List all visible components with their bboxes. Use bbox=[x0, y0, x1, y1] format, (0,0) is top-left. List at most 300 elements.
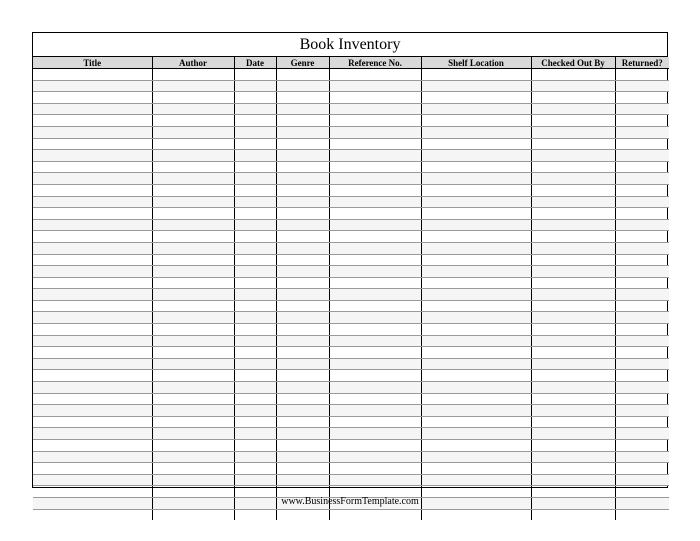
cell-title[interactable] bbox=[33, 312, 152, 324]
cell-checked-out-by[interactable] bbox=[531, 358, 615, 370]
cell-genre[interactable] bbox=[276, 416, 329, 428]
cell-author[interactable] bbox=[152, 92, 234, 104]
cell-reference-no[interactable] bbox=[329, 347, 421, 359]
cell-returned[interactable] bbox=[615, 324, 669, 336]
cell-checked-out-by[interactable] bbox=[531, 266, 615, 278]
cell-returned[interactable] bbox=[615, 416, 669, 428]
cell-returned[interactable] bbox=[615, 115, 669, 127]
cell-shelf-location[interactable] bbox=[421, 126, 531, 138]
cell-date[interactable] bbox=[234, 103, 276, 115]
cell-checked-out-by[interactable] bbox=[531, 219, 615, 231]
cell-genre[interactable] bbox=[276, 92, 329, 104]
cell-genre[interactable] bbox=[276, 138, 329, 150]
cell-shelf-location[interactable] bbox=[421, 335, 531, 347]
cell-genre[interactable] bbox=[276, 324, 329, 336]
cell-title[interactable] bbox=[33, 254, 152, 266]
cell-genre[interactable] bbox=[276, 126, 329, 138]
cell-date[interactable] bbox=[234, 138, 276, 150]
cell-title[interactable] bbox=[33, 231, 152, 243]
cell-title[interactable] bbox=[33, 393, 152, 405]
cell-genre[interactable] bbox=[276, 173, 329, 185]
cell-shelf-location[interactable] bbox=[421, 161, 531, 173]
cell-returned[interactable] bbox=[615, 173, 669, 185]
cell-returned[interactable] bbox=[615, 451, 669, 463]
cell-date[interactable] bbox=[234, 347, 276, 359]
cell-checked-out-by[interactable] bbox=[531, 509, 615, 520]
cell-checked-out-by[interactable] bbox=[531, 277, 615, 289]
cell-shelf-location[interactable] bbox=[421, 324, 531, 336]
cell-title[interactable] bbox=[33, 509, 152, 520]
cell-author[interactable] bbox=[152, 115, 234, 127]
cell-author[interactable] bbox=[152, 451, 234, 463]
cell-title[interactable] bbox=[33, 173, 152, 185]
cell-reference-no[interactable] bbox=[329, 370, 421, 382]
cell-author[interactable] bbox=[152, 208, 234, 220]
cell-reference-no[interactable] bbox=[329, 358, 421, 370]
cell-author[interactable] bbox=[152, 289, 234, 301]
cell-returned[interactable] bbox=[615, 103, 669, 115]
cell-shelf-location[interactable] bbox=[421, 254, 531, 266]
cell-shelf-location[interactable] bbox=[421, 300, 531, 312]
cell-genre[interactable] bbox=[276, 300, 329, 312]
cell-author[interactable] bbox=[152, 161, 234, 173]
cell-reference-no[interactable] bbox=[329, 208, 421, 220]
cell-reference-no[interactable] bbox=[329, 440, 421, 452]
cell-author[interactable] bbox=[152, 324, 234, 336]
cell-title[interactable] bbox=[33, 277, 152, 289]
cell-author[interactable] bbox=[152, 242, 234, 254]
cell-date[interactable] bbox=[234, 335, 276, 347]
cell-author[interactable] bbox=[152, 80, 234, 92]
cell-genre[interactable] bbox=[276, 451, 329, 463]
cell-title[interactable] bbox=[33, 370, 152, 382]
cell-date[interactable] bbox=[234, 324, 276, 336]
cell-reference-no[interactable] bbox=[329, 312, 421, 324]
cell-genre[interactable] bbox=[276, 266, 329, 278]
cell-title[interactable] bbox=[33, 463, 152, 475]
cell-checked-out-by[interactable] bbox=[531, 80, 615, 92]
cell-title[interactable] bbox=[33, 161, 152, 173]
cell-genre[interactable] bbox=[276, 370, 329, 382]
cell-reference-no[interactable] bbox=[329, 138, 421, 150]
cell-reference-no[interactable] bbox=[329, 242, 421, 254]
cell-genre[interactable] bbox=[276, 463, 329, 475]
cell-date[interactable] bbox=[234, 509, 276, 520]
cell-shelf-location[interactable] bbox=[421, 219, 531, 231]
cell-reference-no[interactable] bbox=[329, 289, 421, 301]
cell-author[interactable] bbox=[152, 405, 234, 417]
cell-checked-out-by[interactable] bbox=[531, 300, 615, 312]
cell-title[interactable] bbox=[33, 219, 152, 231]
cell-reference-no[interactable] bbox=[329, 161, 421, 173]
cell-reference-no[interactable] bbox=[329, 80, 421, 92]
cell-genre[interactable] bbox=[276, 254, 329, 266]
cell-checked-out-by[interactable] bbox=[531, 405, 615, 417]
cell-date[interactable] bbox=[234, 300, 276, 312]
cell-author[interactable] bbox=[152, 196, 234, 208]
cell-genre[interactable] bbox=[276, 382, 329, 394]
cell-author[interactable] bbox=[152, 370, 234, 382]
cell-returned[interactable] bbox=[615, 347, 669, 359]
cell-genre[interactable] bbox=[276, 231, 329, 243]
cell-title[interactable] bbox=[33, 266, 152, 278]
cell-shelf-location[interactable] bbox=[421, 289, 531, 301]
cell-genre[interactable] bbox=[276, 312, 329, 324]
cell-genre[interactable] bbox=[276, 277, 329, 289]
cell-author[interactable] bbox=[152, 138, 234, 150]
cell-reference-no[interactable] bbox=[329, 126, 421, 138]
cell-reference-no[interactable] bbox=[329, 254, 421, 266]
cell-date[interactable] bbox=[234, 126, 276, 138]
cell-date[interactable] bbox=[234, 69, 276, 81]
cell-shelf-location[interactable] bbox=[421, 393, 531, 405]
cell-date[interactable] bbox=[234, 428, 276, 440]
cell-title[interactable] bbox=[33, 208, 152, 220]
cell-date[interactable] bbox=[234, 196, 276, 208]
cell-genre[interactable] bbox=[276, 289, 329, 301]
cell-checked-out-by[interactable] bbox=[531, 440, 615, 452]
cell-checked-out-by[interactable] bbox=[531, 69, 615, 81]
cell-reference-no[interactable] bbox=[329, 69, 421, 81]
cell-title[interactable] bbox=[33, 428, 152, 440]
cell-returned[interactable] bbox=[615, 440, 669, 452]
cell-reference-no[interactable] bbox=[329, 219, 421, 231]
cell-returned[interactable] bbox=[615, 335, 669, 347]
cell-reference-no[interactable] bbox=[329, 266, 421, 278]
cell-returned[interactable] bbox=[615, 126, 669, 138]
cell-date[interactable] bbox=[234, 405, 276, 417]
cell-shelf-location[interactable] bbox=[421, 69, 531, 81]
cell-date[interactable] bbox=[234, 242, 276, 254]
cell-genre[interactable] bbox=[276, 335, 329, 347]
cell-checked-out-by[interactable] bbox=[531, 289, 615, 301]
cell-title[interactable] bbox=[33, 440, 152, 452]
cell-reference-no[interactable] bbox=[329, 416, 421, 428]
cell-genre[interactable] bbox=[276, 509, 329, 520]
cell-shelf-location[interactable] bbox=[421, 312, 531, 324]
cell-returned[interactable] bbox=[615, 161, 669, 173]
cell-reference-no[interactable] bbox=[329, 428, 421, 440]
cell-title[interactable] bbox=[33, 416, 152, 428]
cell-date[interactable] bbox=[234, 184, 276, 196]
cell-reference-no[interactable] bbox=[329, 92, 421, 104]
cell-shelf-location[interactable] bbox=[421, 370, 531, 382]
cell-returned[interactable] bbox=[615, 231, 669, 243]
cell-shelf-location[interactable] bbox=[421, 103, 531, 115]
cell-genre[interactable] bbox=[276, 208, 329, 220]
cell-shelf-location[interactable] bbox=[421, 80, 531, 92]
cell-genre[interactable] bbox=[276, 69, 329, 81]
cell-checked-out-by[interactable] bbox=[531, 416, 615, 428]
cell-reference-no[interactable] bbox=[329, 393, 421, 405]
cell-checked-out-by[interactable] bbox=[531, 324, 615, 336]
cell-returned[interactable] bbox=[615, 80, 669, 92]
cell-returned[interactable] bbox=[615, 300, 669, 312]
cell-checked-out-by[interactable] bbox=[531, 335, 615, 347]
cell-date[interactable] bbox=[234, 150, 276, 162]
cell-shelf-location[interactable] bbox=[421, 115, 531, 127]
cell-genre[interactable] bbox=[276, 184, 329, 196]
cell-checked-out-by[interactable] bbox=[531, 208, 615, 220]
cell-shelf-location[interactable] bbox=[421, 231, 531, 243]
cell-checked-out-by[interactable] bbox=[531, 254, 615, 266]
cell-checked-out-by[interactable] bbox=[531, 393, 615, 405]
cell-reference-no[interactable] bbox=[329, 231, 421, 243]
cell-title[interactable] bbox=[33, 196, 152, 208]
cell-author[interactable] bbox=[152, 382, 234, 394]
cell-title[interactable] bbox=[33, 347, 152, 359]
cell-checked-out-by[interactable] bbox=[531, 126, 615, 138]
cell-returned[interactable] bbox=[615, 254, 669, 266]
cell-returned[interactable] bbox=[615, 92, 669, 104]
cell-shelf-location[interactable] bbox=[421, 138, 531, 150]
cell-date[interactable] bbox=[234, 173, 276, 185]
cell-title[interactable] bbox=[33, 324, 152, 336]
cell-title[interactable] bbox=[33, 300, 152, 312]
cell-author[interactable] bbox=[152, 254, 234, 266]
cell-shelf-location[interactable] bbox=[421, 196, 531, 208]
cell-shelf-location[interactable] bbox=[421, 463, 531, 475]
cell-checked-out-by[interactable] bbox=[531, 347, 615, 359]
cell-title[interactable] bbox=[33, 115, 152, 127]
cell-shelf-location[interactable] bbox=[421, 184, 531, 196]
cell-date[interactable] bbox=[234, 219, 276, 231]
cell-genre[interactable] bbox=[276, 393, 329, 405]
cell-author[interactable] bbox=[152, 126, 234, 138]
cell-checked-out-by[interactable] bbox=[531, 138, 615, 150]
table-row bbox=[33, 335, 669, 347]
cell-reference-no[interactable] bbox=[329, 196, 421, 208]
cell-title[interactable] bbox=[33, 138, 152, 150]
cell-date[interactable] bbox=[234, 451, 276, 463]
cell-reference-no[interactable] bbox=[329, 451, 421, 463]
cell-returned[interactable] bbox=[615, 474, 669, 486]
cell-checked-out-by[interactable] bbox=[531, 115, 615, 127]
cell-shelf-location[interactable] bbox=[421, 405, 531, 417]
cell-title[interactable] bbox=[33, 358, 152, 370]
cell-checked-out-by[interactable] bbox=[531, 370, 615, 382]
cell-genre[interactable] bbox=[276, 161, 329, 173]
cell-returned[interactable] bbox=[615, 289, 669, 301]
cell-shelf-location[interactable] bbox=[421, 150, 531, 162]
cell-returned[interactable] bbox=[615, 393, 669, 405]
cell-checked-out-by[interactable] bbox=[531, 92, 615, 104]
cell-reference-no[interactable] bbox=[329, 115, 421, 127]
cell-genre[interactable] bbox=[276, 347, 329, 359]
cell-returned[interactable] bbox=[615, 69, 669, 81]
cell-author[interactable] bbox=[152, 266, 234, 278]
cell-title[interactable] bbox=[33, 184, 152, 196]
cell-shelf-location[interactable] bbox=[421, 92, 531, 104]
cell-shelf-location[interactable] bbox=[421, 440, 531, 452]
cell-date[interactable] bbox=[234, 474, 276, 486]
cell-date[interactable] bbox=[234, 382, 276, 394]
cell-date[interactable] bbox=[234, 289, 276, 301]
cell-title[interactable] bbox=[33, 335, 152, 347]
cell-author[interactable] bbox=[152, 219, 234, 231]
cell-genre[interactable] bbox=[276, 219, 329, 231]
cell-author[interactable] bbox=[152, 393, 234, 405]
cell-title[interactable] bbox=[33, 451, 152, 463]
cell-author[interactable] bbox=[152, 428, 234, 440]
cell-checked-out-by[interactable] bbox=[531, 312, 615, 324]
cell-returned[interactable] bbox=[615, 266, 669, 278]
cell-genre[interactable] bbox=[276, 242, 329, 254]
cell-date[interactable] bbox=[234, 370, 276, 382]
cell-reference-no[interactable] bbox=[329, 184, 421, 196]
cell-returned[interactable] bbox=[615, 184, 669, 196]
cell-reference-no[interactable] bbox=[329, 173, 421, 185]
cell-title[interactable] bbox=[33, 69, 152, 81]
cell-returned[interactable] bbox=[615, 428, 669, 440]
cell-author[interactable] bbox=[152, 440, 234, 452]
cell-genre[interactable] bbox=[276, 474, 329, 486]
cell-genre[interactable] bbox=[276, 440, 329, 452]
cell-reference-no[interactable] bbox=[329, 150, 421, 162]
cell-returned[interactable] bbox=[615, 358, 669, 370]
cell-shelf-location[interactable] bbox=[421, 474, 531, 486]
cell-returned[interactable] bbox=[615, 509, 669, 520]
cell-author[interactable] bbox=[152, 509, 234, 520]
cell-checked-out-by[interactable] bbox=[531, 428, 615, 440]
cell-checked-out-by[interactable] bbox=[531, 150, 615, 162]
cell-author[interactable] bbox=[152, 103, 234, 115]
cell-date[interactable] bbox=[234, 358, 276, 370]
cell-returned[interactable] bbox=[615, 138, 669, 150]
cell-shelf-location[interactable] bbox=[421, 277, 531, 289]
cell-author[interactable] bbox=[152, 335, 234, 347]
cell-reference-no[interactable] bbox=[329, 405, 421, 417]
cell-title[interactable] bbox=[33, 405, 152, 417]
cell-shelf-location[interactable] bbox=[421, 208, 531, 220]
cell-reference-no[interactable] bbox=[329, 382, 421, 394]
cell-shelf-location[interactable] bbox=[421, 347, 531, 359]
cell-shelf-location[interactable] bbox=[421, 382, 531, 394]
cell-reference-no[interactable] bbox=[329, 463, 421, 475]
cell-shelf-location[interactable] bbox=[421, 242, 531, 254]
cell-author[interactable] bbox=[152, 312, 234, 324]
cell-author[interactable] bbox=[152, 347, 234, 359]
cell-date[interactable] bbox=[234, 393, 276, 405]
cell-date[interactable] bbox=[234, 277, 276, 289]
cell-returned[interactable] bbox=[615, 370, 669, 382]
cell-genre[interactable] bbox=[276, 80, 329, 92]
cell-date[interactable] bbox=[234, 161, 276, 173]
cell-returned[interactable] bbox=[615, 463, 669, 475]
cell-returned[interactable] bbox=[615, 382, 669, 394]
cell-author[interactable] bbox=[152, 69, 234, 81]
cell-reference-no[interactable] bbox=[329, 324, 421, 336]
cell-author[interactable] bbox=[152, 463, 234, 475]
cell-date[interactable] bbox=[234, 254, 276, 266]
cell-title[interactable] bbox=[33, 242, 152, 254]
table-row bbox=[33, 405, 669, 417]
cell-author[interactable] bbox=[152, 474, 234, 486]
cell-title[interactable] bbox=[33, 289, 152, 301]
cell-shelf-location[interactable] bbox=[421, 266, 531, 278]
cell-date[interactable] bbox=[234, 208, 276, 220]
cell-author[interactable] bbox=[152, 184, 234, 196]
cell-author[interactable] bbox=[152, 150, 234, 162]
cell-genre[interactable] bbox=[276, 428, 329, 440]
cell-author[interactable] bbox=[152, 173, 234, 185]
cell-date[interactable] bbox=[234, 92, 276, 104]
cell-genre[interactable] bbox=[276, 115, 329, 127]
cell-title[interactable] bbox=[33, 80, 152, 92]
cell-reference-no[interactable] bbox=[329, 103, 421, 115]
cell-date[interactable] bbox=[234, 440, 276, 452]
cell-returned[interactable] bbox=[615, 150, 669, 162]
cell-checked-out-by[interactable] bbox=[531, 451, 615, 463]
cell-returned[interactable] bbox=[615, 208, 669, 220]
cell-date[interactable] bbox=[234, 266, 276, 278]
cell-returned[interactable] bbox=[615, 312, 669, 324]
cell-date[interactable] bbox=[234, 80, 276, 92]
cell-author[interactable] bbox=[152, 300, 234, 312]
cell-reference-no[interactable] bbox=[329, 277, 421, 289]
cell-reference-no[interactable] bbox=[329, 300, 421, 312]
cell-title[interactable] bbox=[33, 382, 152, 394]
cell-returned[interactable] bbox=[615, 242, 669, 254]
cell-date[interactable] bbox=[234, 312, 276, 324]
cell-checked-out-by[interactable] bbox=[531, 196, 615, 208]
cell-checked-out-by[interactable] bbox=[531, 474, 615, 486]
cell-date[interactable] bbox=[234, 416, 276, 428]
cell-checked-out-by[interactable] bbox=[531, 184, 615, 196]
cell-genre[interactable] bbox=[276, 150, 329, 162]
cell-date[interactable] bbox=[234, 231, 276, 243]
cell-shelf-location[interactable] bbox=[421, 451, 531, 463]
cell-title[interactable] bbox=[33, 126, 152, 138]
cell-title[interactable] bbox=[33, 92, 152, 104]
cell-title[interactable] bbox=[33, 103, 152, 115]
cell-date[interactable] bbox=[234, 463, 276, 475]
cell-reference-no[interactable] bbox=[329, 474, 421, 486]
cell-returned[interactable] bbox=[615, 196, 669, 208]
cell-checked-out-by[interactable] bbox=[531, 103, 615, 115]
cell-author[interactable] bbox=[152, 231, 234, 243]
cell-genre[interactable] bbox=[276, 358, 329, 370]
cell-shelf-location[interactable] bbox=[421, 509, 531, 520]
table-row bbox=[33, 358, 669, 370]
cell-checked-out-by[interactable] bbox=[531, 231, 615, 243]
cell-title[interactable] bbox=[33, 474, 152, 486]
cell-checked-out-by[interactable] bbox=[531, 173, 615, 185]
cell-author[interactable] bbox=[152, 358, 234, 370]
cell-author[interactable] bbox=[152, 416, 234, 428]
cell-returned[interactable] bbox=[615, 405, 669, 417]
cell-genre[interactable] bbox=[276, 103, 329, 115]
cell-shelf-location[interactable] bbox=[421, 416, 531, 428]
cell-shelf-location[interactable] bbox=[421, 173, 531, 185]
cell-genre[interactable] bbox=[276, 405, 329, 417]
cell-author[interactable] bbox=[152, 277, 234, 289]
cell-checked-out-by[interactable] bbox=[531, 161, 615, 173]
cell-shelf-location[interactable] bbox=[421, 358, 531, 370]
cell-title[interactable] bbox=[33, 150, 152, 162]
cell-checked-out-by[interactable] bbox=[531, 382, 615, 394]
cell-date[interactable] bbox=[234, 115, 276, 127]
col-header-genre: Genre bbox=[276, 57, 329, 69]
cell-shelf-location[interactable] bbox=[421, 428, 531, 440]
cell-returned[interactable] bbox=[615, 219, 669, 231]
cell-returned[interactable] bbox=[615, 277, 669, 289]
cell-reference-no[interactable] bbox=[329, 335, 421, 347]
cell-checked-out-by[interactable] bbox=[531, 242, 615, 254]
cell-genre[interactable] bbox=[276, 196, 329, 208]
cell-checked-out-by[interactable] bbox=[531, 463, 615, 475]
cell-reference-no[interactable] bbox=[329, 509, 421, 520]
